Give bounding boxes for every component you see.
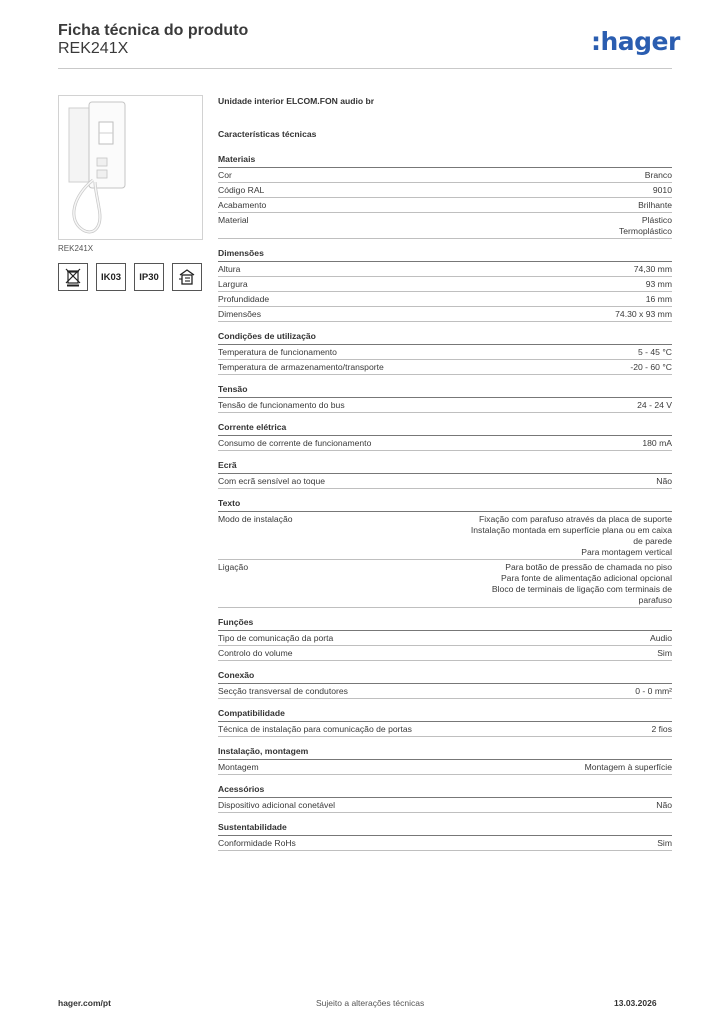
- page-title: Ficha técnica do produto: [58, 22, 249, 39]
- spec-label: Conformidade RoHs: [218, 838, 296, 848]
- section-title: Acessórios: [218, 784, 672, 798]
- spec-value: Montagem à superfície: [584, 762, 672, 772]
- spec-value: 74,30 mm: [633, 264, 672, 274]
- spec-value: 2 fios: [651, 724, 672, 734]
- section-title: Ecrã: [218, 460, 672, 474]
- spec-value: Plástico Termoplástico: [618, 215, 672, 236]
- spec-row: [218, 183, 672, 198]
- image-caption: REK241X: [58, 244, 94, 253]
- spec-row: [218, 436, 672, 451]
- spec-section: [218, 670, 672, 699]
- spec-value: Fixação com parafuso através da placa de suporte Instalação montada em superfície plana ou em caixa de parede Para montagem vertical: [470, 514, 672, 557]
- section-title: Tensão: [218, 384, 672, 398]
- spec-row: [218, 646, 672, 661]
- spec-section: [218, 154, 672, 239]
- spec-row: [218, 168, 672, 183]
- spec-value: Não: [656, 476, 672, 486]
- spec-label: Consumo de corrente de funcionamento: [218, 438, 372, 448]
- spec-row: [218, 684, 672, 699]
- spec-row: [218, 198, 672, 213]
- spec-label: Montagem: [218, 762, 259, 772]
- spec-row: [218, 292, 672, 307]
- spec-row: [218, 798, 672, 813]
- section-title: Corrente elétrica: [218, 422, 672, 436]
- spec-row: [218, 307, 672, 322]
- spec-value: 0 - 0 mm²: [635, 686, 672, 696]
- spec-row: [218, 631, 672, 646]
- weee-bin-icon: [58, 263, 88, 291]
- spec-label: Secção transversal de condutores: [218, 686, 348, 696]
- ip-rating-badge: IP30: [134, 263, 164, 291]
- spec-value: 16 mm: [645, 294, 672, 304]
- ik-rating-badge: IK03: [96, 263, 126, 291]
- spec-section: [218, 384, 672, 413]
- spec-label: Modo de instalação: [218, 514, 293, 524]
- spec-value: 74.30 x 93 mm: [615, 309, 672, 319]
- spec-section: [218, 708, 672, 737]
- spec-label: Ligação: [218, 562, 249, 572]
- product-reference: REK241X: [58, 40, 129, 57]
- section-title: Compatibilidade: [218, 708, 672, 722]
- header-divider: [58, 68, 672, 69]
- spec-value: -20 - 60 °C: [630, 362, 672, 372]
- spec-section: [218, 331, 672, 375]
- spec-label: Técnica de instalação para comunicação de portas: [218, 724, 412, 734]
- footer-date: 13.03.2026: [614, 998, 657, 1008]
- spec-value: 5 - 45 °C: [637, 347, 672, 357]
- footer-note: Sujeito a alterações técnicas: [316, 998, 425, 1008]
- spec-row: [218, 760, 672, 775]
- spec-row: [218, 213, 672, 239]
- spec-row: [218, 360, 672, 375]
- spec-label: Temperatura de armazenamento/transporte: [218, 362, 384, 372]
- spec-label: Acabamento: [218, 200, 267, 210]
- spec-label: Controlo do volume: [218, 648, 293, 658]
- spec-section: [218, 498, 672, 608]
- section-title: Condições de utilização: [218, 331, 672, 345]
- spec-value: 180 mA: [642, 438, 672, 448]
- spec-label: Dimensões: [218, 309, 261, 319]
- spec-label: Com ecrã sensível ao toque: [218, 476, 326, 486]
- spec-row: [218, 722, 672, 737]
- section-title: Instalação, montagem: [218, 746, 672, 760]
- spec-section: [218, 822, 672, 851]
- spec-row: [218, 474, 672, 489]
- spec-label: Tensão de funcionamento do bus: [218, 400, 345, 410]
- section-title: Materiais: [218, 154, 672, 168]
- spec-row: [218, 262, 672, 277]
- spec-value: Audio: [650, 633, 672, 643]
- spec-table: [218, 96, 672, 860]
- spec-value: Para botão de pressão de chamada no piso Para fonte de alimentação adicional opcional Bloco de terminais de ligação com terminais de parafuso: [491, 562, 672, 605]
- spec-value: Sim: [657, 648, 672, 658]
- spec-row: [218, 345, 672, 360]
- spec-section: [218, 746, 672, 775]
- spec-section: [218, 422, 672, 451]
- spec-section: [218, 617, 672, 661]
- spec-section: [218, 460, 672, 489]
- product-image: [58, 95, 203, 240]
- spec-label: Largura: [218, 279, 248, 289]
- spec-label: Código RAL: [218, 185, 265, 195]
- section-title: Sustentabilidade: [218, 822, 672, 836]
- spec-row: [218, 836, 672, 851]
- spec-value: Branco: [644, 170, 672, 180]
- spec-value: Não: [656, 800, 672, 810]
- spec-section: [218, 248, 672, 322]
- spec-row: [218, 512, 672, 560]
- spec-value: 9010: [652, 185, 672, 195]
- spec-label: Material: [218, 215, 249, 225]
- section-title: Dimensões: [218, 248, 672, 262]
- spec-label: Dispositivo adicional conetável: [218, 800, 336, 810]
- spec-value: 24 - 24 V: [637, 400, 672, 410]
- hager-logo: :hager: [591, 27, 680, 56]
- spec-row: [218, 398, 672, 413]
- spec-row: [218, 277, 672, 292]
- section-title: Funções: [218, 617, 672, 631]
- surface-mount-icon: [172, 263, 202, 291]
- section-title: Conexão: [218, 670, 672, 684]
- spec-value: Brilhante: [638, 200, 672, 210]
- footer-website: hager.com/pt: [58, 998, 111, 1008]
- spec-label: Temperatura de funcionamento: [218, 347, 337, 357]
- symbol-row: [58, 263, 210, 291]
- section-title: Texto: [218, 498, 672, 512]
- spec-label: Tipo de comunicação da porta: [218, 633, 334, 643]
- spec-heading: Características técnicas: [218, 129, 317, 139]
- spec-value: 93 mm: [645, 279, 672, 289]
- spec-label: Altura: [218, 264, 241, 274]
- spec-row: [218, 560, 672, 608]
- spec-label: Cor: [218, 170, 232, 180]
- spec-value: Sim: [657, 838, 672, 848]
- product-name: Unidade interior ELCOM.FON audio br: [218, 96, 375, 106]
- spec-section: [218, 784, 672, 813]
- spec-label: Profundidade: [218, 294, 270, 304]
- spec-sections: [218, 154, 672, 851]
